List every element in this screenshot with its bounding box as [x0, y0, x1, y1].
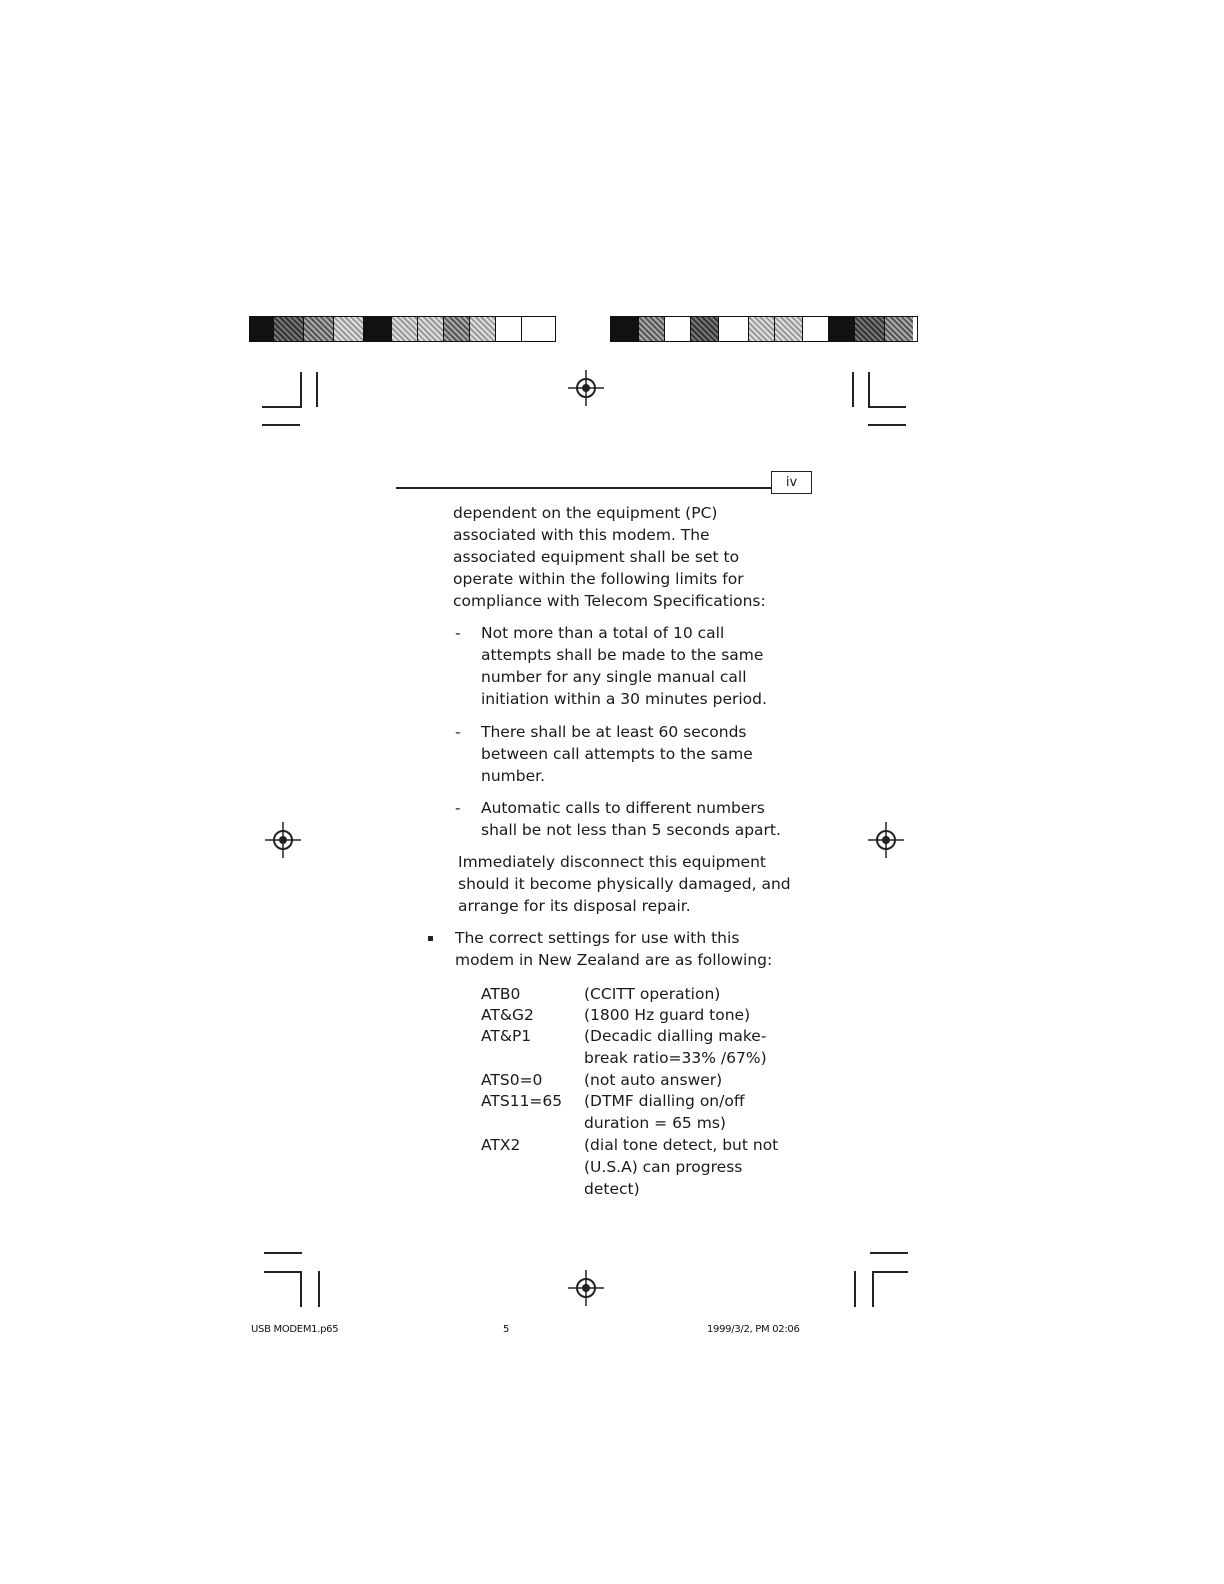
setting-command: ATX2: [481, 1136, 521, 1154]
text-line: shall be not less than 5 seconds apart.: [481, 821, 781, 839]
text-line: Not more than a total of 10 call: [481, 624, 725, 642]
footer-page: 5: [503, 1324, 510, 1335]
setting-command: ATB0: [481, 985, 521, 1003]
footer-timestamp: 1999/3/2, PM 02:06: [707, 1324, 800, 1335]
text-line: arrange for its disposal repair.: [458, 897, 691, 915]
text-line: (DTMF dialling on/off: [584, 1092, 745, 1110]
dash-marker: -: [455, 624, 461, 642]
color-bar-left: [249, 316, 556, 342]
text-line: attempts shall be made to the same: [481, 646, 764, 664]
text-line: associated equipment shall be set to: [453, 548, 740, 566]
intro-paragraph: [453, 502, 766, 612]
setting-description: [584, 1069, 722, 1091]
disconnect-paragraph: [458, 851, 791, 917]
text-line: operate within the following limits for: [453, 570, 744, 588]
dash-marker: -: [455, 723, 461, 741]
text-line: modem in New Zealand are as following:: [455, 951, 773, 969]
text-line: (U.S.A) can progress: [584, 1158, 743, 1176]
text-line: between call attempts to the same: [481, 745, 753, 763]
setting-command: ATS0=0: [481, 1071, 543, 1089]
setting-command: AT&G2: [481, 1006, 534, 1024]
text-line: Automatic calls to different numbers: [481, 799, 765, 817]
dash-item: [481, 622, 767, 710]
text-line: compliance with Telecom Specifications:: [453, 592, 766, 610]
page-number-box: iv: [771, 471, 812, 494]
text-line: There shall be at least 60 seconds: [481, 723, 747, 741]
bullet-icon: [428, 936, 433, 941]
text-line: Immediately disconnect this equipment: [458, 853, 766, 871]
text-line: (Decadic dialling make-: [584, 1027, 767, 1045]
setting-command: AT&P1: [481, 1027, 532, 1045]
footer-filename: USB MODEM1.p65: [251, 1324, 339, 1335]
bullet-paragraph: [455, 927, 772, 971]
color-bar-right: [610, 316, 918, 342]
text-line: (CCITT operation): [584, 985, 721, 1003]
text-line: The correct settings for use with this: [455, 929, 740, 947]
setting-description: [584, 1004, 750, 1026]
dash-item: [481, 721, 753, 787]
text-line: associated with this modem. The: [453, 526, 710, 544]
text-line: number for any single manual call: [481, 668, 747, 686]
text-line: (1800 Hz guard tone): [584, 1006, 751, 1024]
text-line: break ratio=33% /67%): [584, 1049, 767, 1067]
text-line: duration = 65 ms): [584, 1114, 726, 1132]
setting-command: ATS11=65: [481, 1092, 563, 1110]
setting-description: [584, 1134, 778, 1200]
text-line: initiation within a 30 minutes period.: [481, 690, 767, 708]
dash-marker: -: [455, 799, 461, 817]
setting-description: [584, 983, 720, 1005]
text-line: number.: [481, 767, 545, 785]
text-line: (dial tone detect, but not: [584, 1136, 779, 1154]
text-line: dependent on the equipment (PC): [453, 504, 718, 522]
text-line: should it become physically damaged, and: [458, 875, 791, 893]
text-line: (not auto answer): [584, 1071, 723, 1089]
text-line: detect): [584, 1180, 640, 1198]
setting-description: [584, 1090, 745, 1134]
setting-description: [584, 1025, 767, 1069]
registration-mark-right-icon: [866, 820, 906, 860]
registration-mark-top-icon: [566, 368, 606, 408]
dash-item: [481, 797, 781, 841]
header-rule: [396, 487, 772, 489]
registration-mark-bottom-icon: [566, 1268, 606, 1308]
registration-mark-left-icon: [263, 820, 303, 860]
